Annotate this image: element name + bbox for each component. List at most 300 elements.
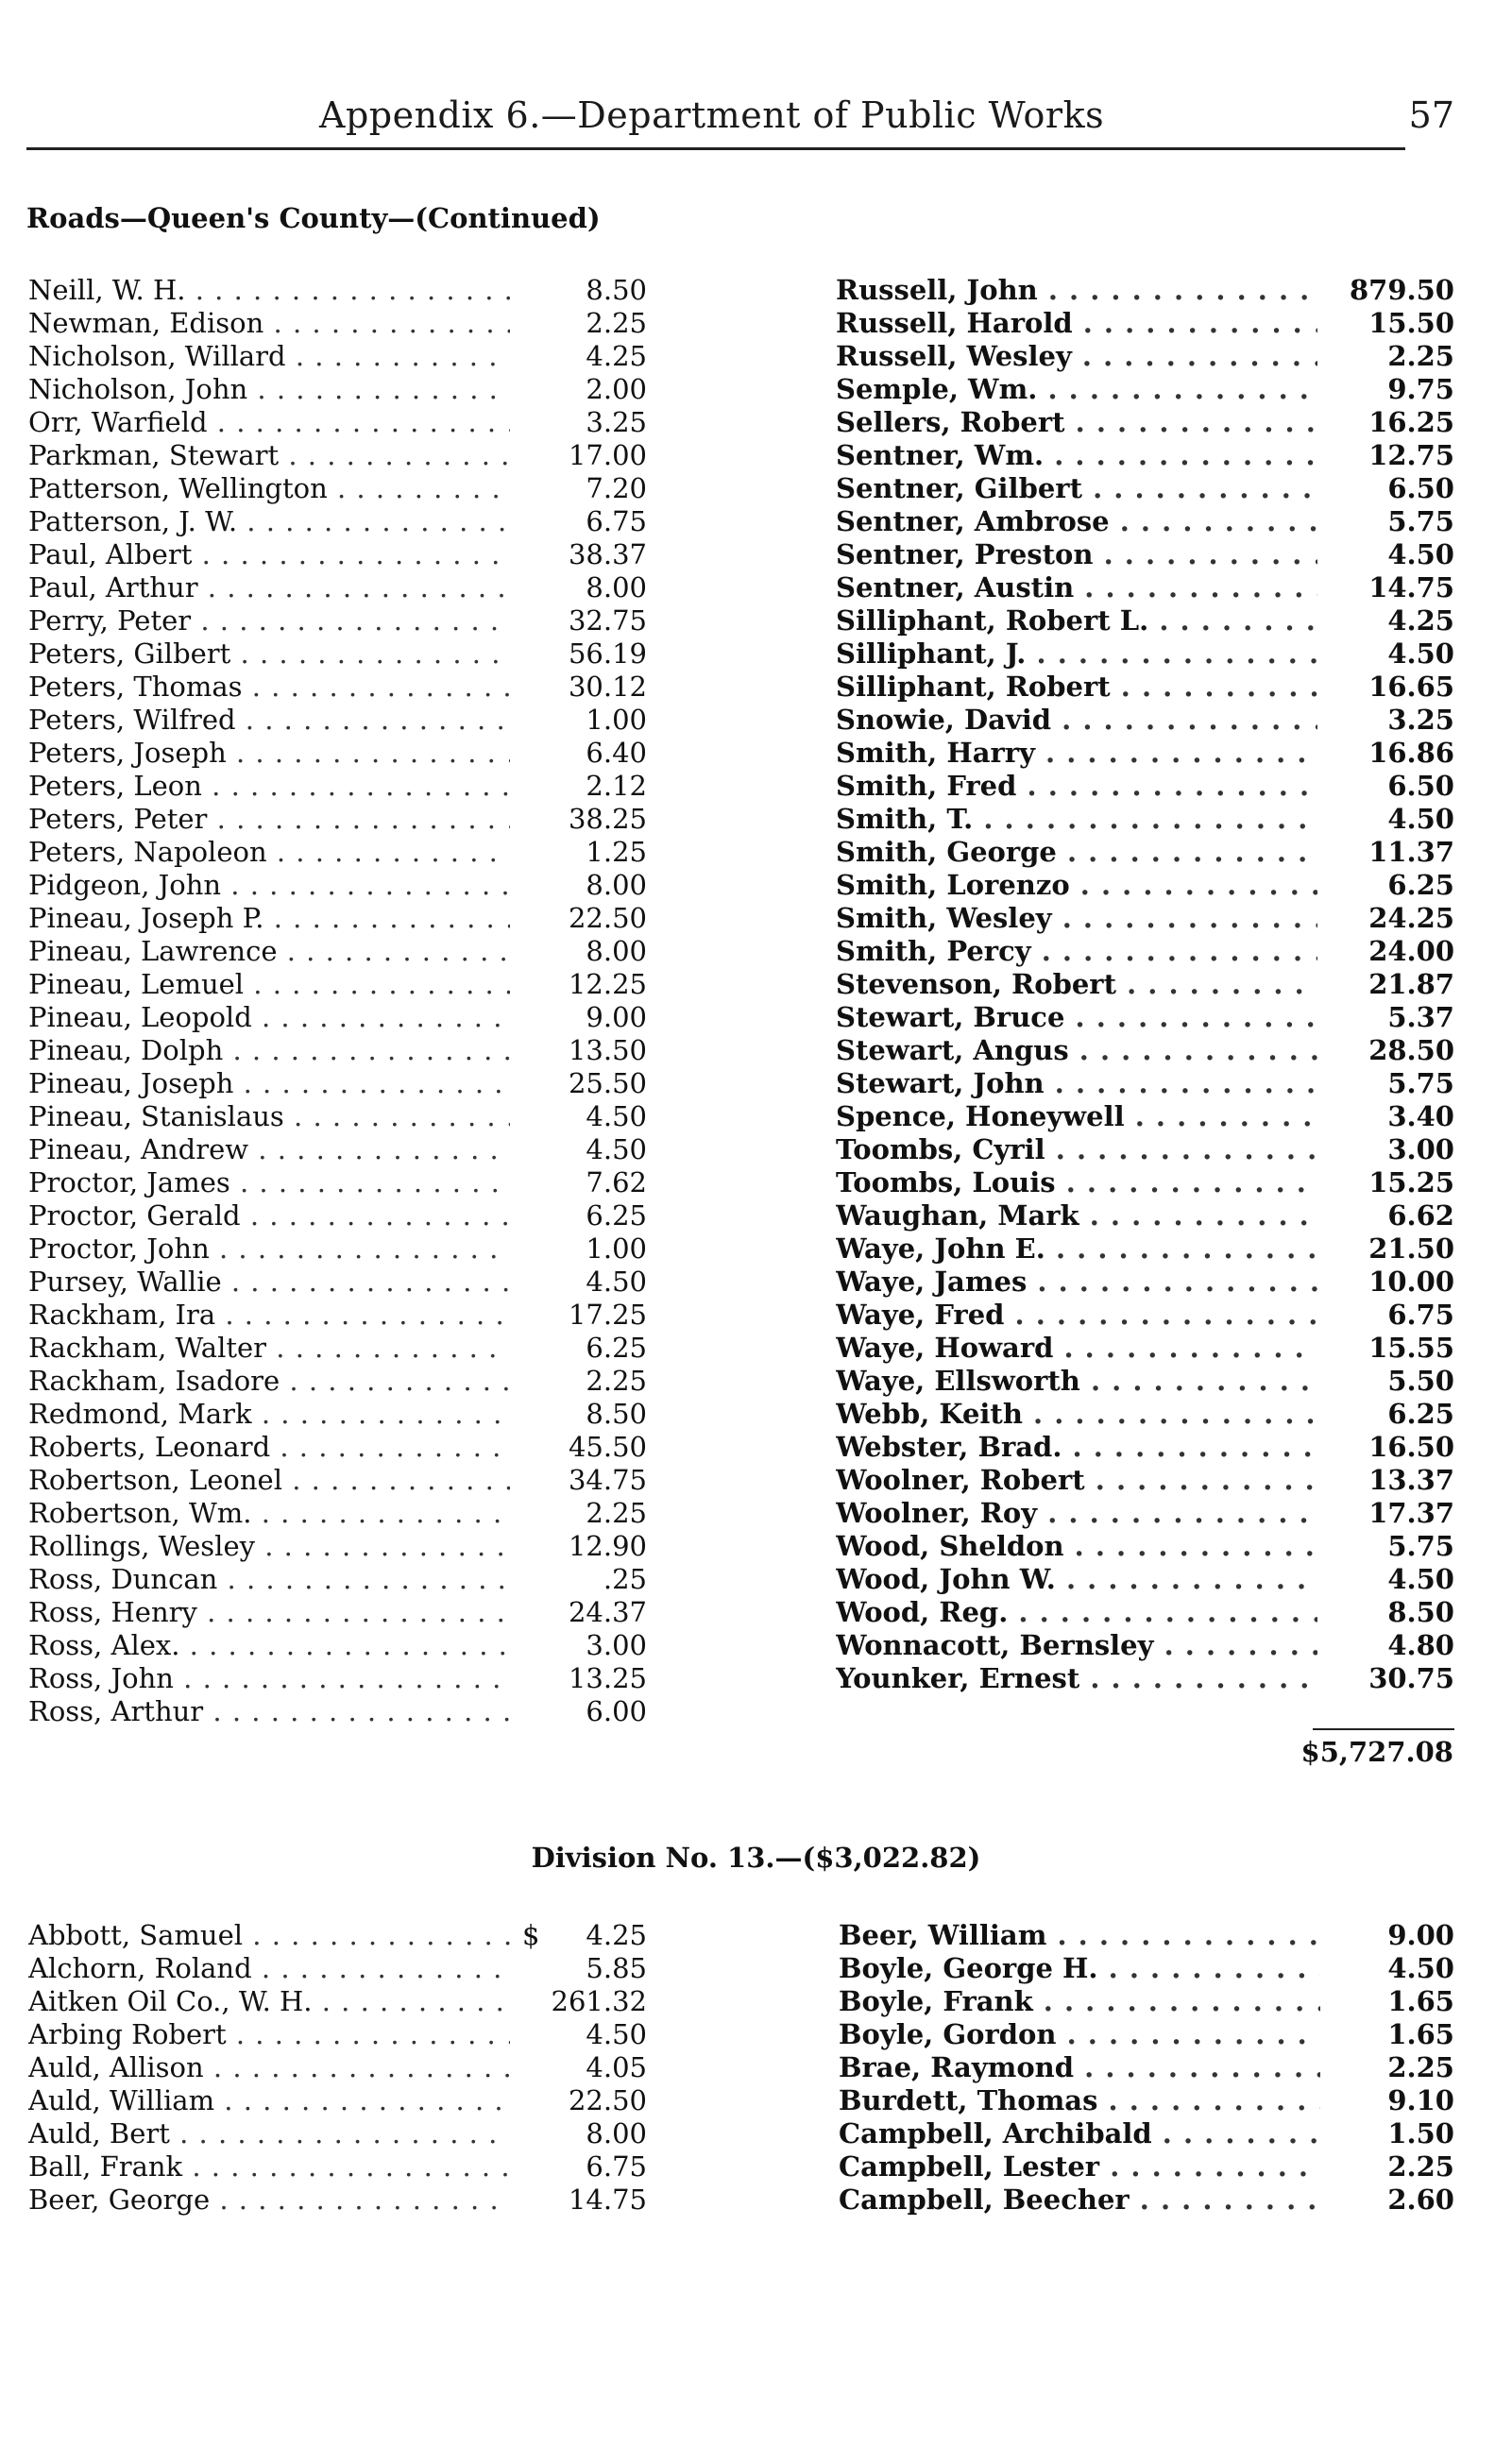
list-item <box>836 935 1454 968</box>
list-item <box>836 1563 1454 1596</box>
entry-name: Peters, Joseph . . . <box>28 737 510 770</box>
entry-name: Waye, Fred . . . <box>836 1299 1317 1332</box>
total-rule <box>1313 1728 1454 1730</box>
entry-amount: 2.60 <box>1384 2184 1454 2217</box>
list-item <box>28 1266 647 1299</box>
list-item <box>28 340 647 373</box>
entry-amount: 4.50 <box>582 1100 647 1133</box>
entry-name: Newman, Edison . . . <box>28 307 510 340</box>
list-item <box>836 1100 1454 1133</box>
entry-amount: 4.50 <box>1384 637 1454 671</box>
entry-name: Proctor, Gerald . . . <box>28 1199 510 1232</box>
entry-name: Pursey, Wallie . . . <box>28 1266 510 1299</box>
entry-name: Pineau, Joseph . . . <box>28 1067 510 1100</box>
entry-name: Campbell, Archibald . . . <box>839 2117 1320 2150</box>
entry-amount: 261.32 <box>548 1985 647 2018</box>
entry-name: Smith, George . . . <box>836 836 1317 869</box>
entry-name: Patterson, J. W. . . . <box>28 505 510 538</box>
entry-name: Boyle, Frank . . . <box>839 1985 1320 2018</box>
list-item <box>28 902 647 935</box>
entry-amount: 5.37 <box>1384 1001 1454 1034</box>
entry-name: Auld, William . . . <box>28 2084 510 2117</box>
entry-amount: 6.40 <box>582 737 647 770</box>
list-item <box>836 1662 1454 1695</box>
entry-amount: 12.25 <box>565 968 647 1001</box>
list-item <box>836 803 1454 836</box>
list-item <box>28 2184 647 2217</box>
entry-amount: 6.75 <box>582 505 647 538</box>
entry-amount: 2.25 <box>582 1497 647 1530</box>
page-title: Appendix 6.—Department of Public Works <box>319 94 1105 136</box>
entry-name: Waye, James . . . <box>836 1266 1317 1299</box>
list-item <box>836 1299 1454 1332</box>
entry-name: Rollings, Wesley . . . <box>28 1530 510 1563</box>
list-item <box>836 1232 1454 1266</box>
entry-name: Russell, John . . . <box>836 274 1317 307</box>
list-item <box>28 571 647 604</box>
list-item <box>28 1133 647 1166</box>
list-item <box>28 2051 647 2084</box>
entry-amount: 34.75 <box>565 1464 647 1497</box>
list-item <box>28 1919 647 1952</box>
entry-amount: 13.37 <box>1365 1464 1454 1497</box>
entry-amount: 6.75 <box>582 2150 647 2184</box>
list-item <box>28 1398 647 1431</box>
list-item <box>28 1530 647 1563</box>
list-item <box>836 604 1454 637</box>
entry-amount: 5.50 <box>1384 1365 1454 1398</box>
entry-amount: 22.50 <box>565 902 647 935</box>
entry-amount: 4.50 <box>1384 1952 1454 1985</box>
entry-amount: 1.65 <box>1384 1985 1454 2018</box>
list-item <box>836 1530 1454 1563</box>
entry-name: Waye, Ellsworth . . . <box>836 1365 1317 1398</box>
entry-amount: 4.05 <box>582 2051 647 2084</box>
page-number: 57 <box>1408 94 1454 136</box>
entry-amount: 9.10 <box>1384 2084 1454 2117</box>
entry-amount: 24.00 <box>1365 935 1454 968</box>
list-item <box>839 2084 1454 2117</box>
list-item <box>28 1034 647 1067</box>
entry-amount: 30.75 <box>1365 1662 1454 1695</box>
entry-amount: 5.85 <box>582 1952 647 1985</box>
entry-name: Roberts, Leonard . . . <box>28 1431 510 1464</box>
entry-name: Ross, Henry . . . <box>28 1596 510 1629</box>
entry-amount: 3.25 <box>582 406 647 439</box>
list-item <box>28 737 647 770</box>
list-item <box>839 2051 1454 2084</box>
list-item <box>28 637 647 671</box>
division-left-list <box>28 1919 647 2217</box>
entry-amount: 8.00 <box>582 571 647 604</box>
entry-amount: 22.50 <box>565 2084 647 2117</box>
list-item <box>839 2184 1454 2217</box>
entry-amount: 15.55 <box>1365 1332 1454 1365</box>
list-item <box>28 704 647 737</box>
list-item <box>836 671 1454 704</box>
entry-amount: 4.25 <box>582 340 647 373</box>
entry-amount: 2.25 <box>582 307 647 340</box>
entry-amount: 8.00 <box>582 2117 647 2150</box>
entry-name: Campbell, Lester . . . <box>839 2150 1320 2184</box>
entry-amount: 6.25 <box>582 1199 647 1232</box>
list-item <box>836 1398 1454 1431</box>
list-item <box>28 1232 647 1266</box>
entry-name: Beer, William . . . <box>839 1919 1320 1952</box>
entry-name: Pineau, Stanislaus . . . <box>28 1100 510 1133</box>
list-item <box>836 1266 1454 1299</box>
list-item <box>28 1299 647 1332</box>
entry-amount: 17.37 <box>1365 1497 1454 1530</box>
list-item <box>28 935 647 968</box>
entry-name: Rackham, Walter . . . <box>28 1332 510 1365</box>
list-item <box>836 439 1454 472</box>
list-item <box>28 2018 647 2051</box>
entry-name: Toombs, Louis . . . <box>836 1166 1317 1199</box>
entry-amount: 2.25 <box>582 1365 647 1398</box>
entry-name: Neill, W. H. . . . <box>28 274 510 307</box>
entry-name: Spence, Honeywell . . . <box>836 1100 1317 1133</box>
entry-name: Stewart, Bruce . . . <box>836 1001 1317 1034</box>
entry-amount: 4.50 <box>1384 538 1454 571</box>
list-item <box>836 968 1454 1001</box>
entry-name: Smith, T. . . . <box>836 803 1317 836</box>
right-column-list <box>836 274 1454 1695</box>
entry-name: Peters, Gilbert . . . <box>28 637 510 671</box>
entry-name: Wood, John W. . . . <box>836 1563 1317 1596</box>
entry-name: Woolner, Roy . . . <box>836 1497 1317 1530</box>
entry-name: Ross, Arthur . . . <box>28 1695 510 1728</box>
division-right-list <box>839 1919 1454 2217</box>
entry-name: Waye, Howard . . . <box>836 1332 1317 1365</box>
entry-name: Peters, Peter . . . <box>28 803 510 836</box>
list-item <box>28 307 647 340</box>
entry-name: Silliphant, Robert L. . . . <box>836 604 1317 637</box>
entry-amount: 5.75 <box>1384 1067 1454 1100</box>
entry-amount: 17.25 <box>565 1299 647 1332</box>
entry-name: Russell, Harold . . . <box>836 307 1317 340</box>
entry-amount: 8.50 <box>1384 1596 1454 1629</box>
entry-amount: 14.75 <box>1365 571 1454 604</box>
entry-name: Peters, Napoleon . . . <box>28 836 510 869</box>
entry-amount: 1.00 <box>582 1232 647 1266</box>
list-item <box>836 1464 1454 1497</box>
list-item <box>839 1985 1454 2018</box>
list-item <box>28 538 647 571</box>
list-item <box>28 274 647 307</box>
entry-amount: 15.50 <box>1365 307 1454 340</box>
list-item <box>28 406 647 439</box>
entry-name: Rackham, Ira . . . <box>28 1299 510 1332</box>
entry-amount: 13.25 <box>565 1662 647 1695</box>
entry-name: Stewart, Angus . . . <box>836 1034 1317 1067</box>
entry-name: Waughan, Mark . . . <box>836 1199 1317 1232</box>
entry-name: Ross, John . . . <box>28 1662 510 1695</box>
entry-name: Boyle, Gordon . . . <box>839 2018 1320 2051</box>
list-item <box>839 1919 1454 1952</box>
entry-name: Woolner, Robert . . . <box>836 1464 1317 1497</box>
entry-name: Ross, Alex. . . . <box>28 1629 510 1662</box>
list-item <box>28 671 647 704</box>
entry-name: Orr, Warfield . . . <box>28 406 510 439</box>
list-item <box>836 1596 1454 1629</box>
entry-name: Ball, Frank . . . <box>28 2150 510 2184</box>
entry-amount: 1.65 <box>1384 2018 1454 2051</box>
list-item <box>836 1034 1454 1067</box>
list-item <box>836 836 1454 869</box>
entry-amount: 4.50 <box>1384 1563 1454 1596</box>
entry-name: Beer, George . . . <box>28 2184 510 2217</box>
entry-name: Proctor, James . . . <box>28 1166 510 1199</box>
entry-amount: 3.00 <box>582 1629 647 1662</box>
list-item <box>28 1985 647 2018</box>
entry-amount: 38.25 <box>565 803 647 836</box>
list-item <box>836 406 1454 439</box>
list-item <box>836 571 1454 604</box>
entry-name: Auld, Allison . . . <box>28 2051 510 2084</box>
entry-name: Toombs, Cyril . . . <box>836 1133 1317 1166</box>
list-item <box>836 1067 1454 1100</box>
list-item <box>28 1952 647 1985</box>
entry-amount: 25.50 <box>565 1067 647 1100</box>
list-item <box>836 1431 1454 1464</box>
header-rule <box>26 147 1405 150</box>
list-item <box>28 1497 647 1530</box>
entry-amount: 6.75 <box>1384 1299 1454 1332</box>
entry-name: Paul, Albert . . . <box>28 538 510 571</box>
entry-name: Pineau, Joseph P. . . . <box>28 902 510 935</box>
entry-name: Sentner, Wm. . . . <box>836 439 1317 472</box>
entry-amount: 21.50 <box>1365 1232 1454 1266</box>
entry-amount: 17.00 <box>565 439 647 472</box>
entry-name: Webster, Brad. . . . <box>836 1431 1317 1464</box>
list-item <box>28 505 647 538</box>
entry-name: Campbell, Beecher . . . <box>839 2184 1320 2217</box>
entry-name: Wood, Reg. . . . <box>836 1596 1317 1629</box>
entry-amount: 7.20 <box>582 472 647 505</box>
list-item <box>28 1365 647 1398</box>
list-item <box>28 1100 647 1133</box>
list-item <box>839 2117 1454 2150</box>
list-item <box>836 1133 1454 1166</box>
entry-amount: 6.25 <box>1384 1398 1454 1431</box>
list-item <box>836 505 1454 538</box>
list-item <box>28 1431 647 1464</box>
list-item <box>28 1332 647 1365</box>
section-heading: Roads—Queen's County—(Continued) <box>26 202 601 234</box>
entry-amount: 4.50 <box>1384 803 1454 836</box>
entry-amount: 16.25 <box>1365 406 1454 439</box>
entry-amount: 28.50 <box>1365 1034 1454 1067</box>
list-item <box>836 472 1454 505</box>
entry-amount: 6.25 <box>582 1332 647 1365</box>
list-item <box>836 538 1454 571</box>
entry-name: Burdett, Thomas . . . <box>839 2084 1320 2117</box>
entry-amount: 45.50 <box>565 1431 647 1464</box>
list-item <box>28 1662 647 1695</box>
entry-amount: 4.50 <box>582 2018 647 2051</box>
entry-name: Webb, Keith . . . <box>836 1398 1317 1431</box>
list-item <box>836 869 1454 902</box>
entry-amount: 7.62 <box>582 1166 647 1199</box>
list-item <box>836 770 1454 803</box>
list-item <box>28 1001 647 1034</box>
list-item <box>836 737 1454 770</box>
entry-name: Wood, Sheldon . . . <box>836 1530 1317 1563</box>
entry-amount: 2.00 <box>582 373 647 406</box>
entry-name: Pidgeon, John . . . <box>28 869 510 902</box>
list-item <box>836 373 1454 406</box>
entry-name: Silliphant, J. . . . <box>836 637 1317 671</box>
entry-amount: 8.50 <box>582 1398 647 1431</box>
list-item <box>28 1629 647 1662</box>
entry-name: Pineau, Lawrence . . . <box>28 935 510 968</box>
entry-amount: 5.75 <box>1384 505 1454 538</box>
entry-amount: 6.50 <box>1384 770 1454 803</box>
entry-name: Robertson, Leonel . . . <box>28 1464 510 1497</box>
entry-name: Auld, Bert . . . <box>28 2117 510 2150</box>
list-item <box>28 604 647 637</box>
entry-amount: 8.00 <box>582 935 647 968</box>
list-item <box>28 439 647 472</box>
list-item <box>28 1596 647 1629</box>
page-header <box>26 91 1462 147</box>
entry-name: Pineau, Leopold . . . <box>28 1001 510 1034</box>
section-total: $5,727.08 <box>1300 1736 1453 1768</box>
entry-amount: 16.86 <box>1365 737 1454 770</box>
entry-name: Sentner, Gilbert . . . <box>836 472 1317 505</box>
list-item <box>28 1464 647 1497</box>
entry-amount: 2.25 <box>1384 340 1454 373</box>
list-item <box>28 472 647 505</box>
entry-amount: 8.50 <box>582 274 647 307</box>
list-item <box>839 2150 1454 2184</box>
entry-amount: 3.25 <box>1384 704 1454 737</box>
list-item <box>836 340 1454 373</box>
entry-name: Snowie, David . . . <box>836 704 1317 737</box>
entry-name: Pineau, Lemuel . . . <box>28 968 510 1001</box>
entry-name: Paul, Arthur . . . <box>28 571 510 604</box>
entry-amount: 11.37 <box>1365 836 1454 869</box>
entry-name: Smith, Wesley . . . <box>836 902 1317 935</box>
entry-amount: 10.00 <box>1365 1266 1454 1299</box>
entry-name: Peters, Thomas . . . <box>28 671 510 704</box>
entry-name: Smith, Percy . . . <box>836 935 1317 968</box>
entry-name: Redmond, Mark . . . <box>28 1398 510 1431</box>
entry-amount: 4.80 <box>1384 1629 1454 1662</box>
entry-name: Stewart, John . . . <box>836 1067 1317 1100</box>
entry-name: Russell, Wesley . . . <box>836 340 1317 373</box>
entry-amount: 3.00 <box>1384 1133 1454 1166</box>
list-item <box>28 2150 647 2184</box>
entry-amount: 56.19 <box>565 637 647 671</box>
entry-amount: 8.00 <box>582 869 647 902</box>
entry-amount: 9.00 <box>582 1001 647 1034</box>
list-item <box>28 2084 647 2117</box>
entry-name: Aitken Oil Co., W. H. . . . <box>28 1985 510 2018</box>
list-item <box>836 1629 1454 1662</box>
list-item <box>836 1199 1454 1232</box>
entry-amount: 16.65 <box>1365 671 1454 704</box>
entry-name: Proctor, John . . . <box>28 1232 510 1266</box>
entry-name: Peters, Leon . . . <box>28 770 510 803</box>
division-heading: Division No. 13.—($3,022.82) <box>531 1842 981 1874</box>
left-column-list <box>28 274 647 1728</box>
entry-amount: 6.62 <box>1384 1199 1454 1232</box>
list-item <box>28 1563 647 1596</box>
entry-name: Wonnacott, Bernsley . . . <box>836 1629 1317 1662</box>
entry-name: Abbott, Samuel . . . <box>28 1919 510 1952</box>
list-item <box>836 274 1454 307</box>
list-item <box>28 1199 647 1232</box>
entry-name: Sentner, Austin . . . <box>836 571 1317 604</box>
entry-amount: 14.75 <box>565 2184 647 2217</box>
entry-name: Boyle, George H. . . . <box>839 1952 1320 1985</box>
list-item <box>28 968 647 1001</box>
entry-name: Nicholson, Willard . . . <box>28 340 510 373</box>
list-item <box>839 2018 1454 2051</box>
entry-amount: 3.40 <box>1384 1100 1454 1133</box>
list-item <box>28 1166 647 1199</box>
entry-name: Parkman, Stewart . . . <box>28 439 510 472</box>
list-item <box>836 1365 1454 1398</box>
entry-name: Semple, Wm. . . . <box>836 373 1317 406</box>
entry-amount: 24.37 <box>565 1596 647 1629</box>
entry-name: Smith, Harry . . . <box>836 737 1317 770</box>
list-item <box>28 770 647 803</box>
entry-name: Sentner, Ambrose . . . <box>836 505 1317 538</box>
entry-name: Pineau, Andrew . . . <box>28 1133 510 1166</box>
entry-name: Brae, Raymond . . . <box>839 2051 1320 2084</box>
entry-amount: 12.75 <box>1365 439 1454 472</box>
entry-amount: 6.00 <box>582 1695 647 1728</box>
entry-name: Sellers, Robert . . . <box>836 406 1317 439</box>
entry-name: Peters, Wilfred . . . <box>28 704 510 737</box>
entry-name: Waye, John E. . . . <box>836 1232 1317 1266</box>
entry-amount: 1.00 <box>582 704 647 737</box>
entry-name: Nicholson, John . . . <box>28 373 510 406</box>
list-item <box>28 836 647 869</box>
list-item <box>836 637 1454 671</box>
entry-amount: 13.50 <box>565 1034 647 1067</box>
entry-amount: 15.25 <box>1365 1166 1454 1199</box>
list-item <box>28 2117 647 2150</box>
entry-name: Silliphant, Robert . . . <box>836 671 1317 704</box>
list-item <box>28 373 647 406</box>
entry-name: Alchorn, Roland . . . <box>28 1952 510 1985</box>
entry-amount: 4.25 <box>1384 604 1454 637</box>
entry-name: Pineau, Dolph . . . <box>28 1034 510 1067</box>
entry-amount: 2.25 <box>1384 2150 1454 2184</box>
entry-name: Smith, Lorenzo . . . <box>836 869 1317 902</box>
entry-amount: 4.25 <box>582 1919 647 1952</box>
entry-amount: 4.50 <box>582 1133 647 1166</box>
entry-amount: 21.87 <box>1365 968 1454 1001</box>
entry-amount: 9.00 <box>1384 1919 1454 1952</box>
entry-amount: 12.90 <box>565 1530 647 1563</box>
entry-name: Stevenson, Robert . . . <box>836 968 1317 1001</box>
list-item <box>836 1001 1454 1034</box>
entry-amount: 2.12 <box>582 770 647 803</box>
entry-amount: 38.37 <box>565 538 647 571</box>
entry-amount: 1.50 <box>1384 2117 1454 2150</box>
entry-amount: 4.50 <box>582 1266 647 1299</box>
entry-amount: 32.75 <box>565 604 647 637</box>
list-item <box>28 803 647 836</box>
list-item <box>836 1332 1454 1365</box>
entry-name: Patterson, Wellington . . . <box>28 472 510 505</box>
entry-amount: 30.12 <box>565 671 647 704</box>
